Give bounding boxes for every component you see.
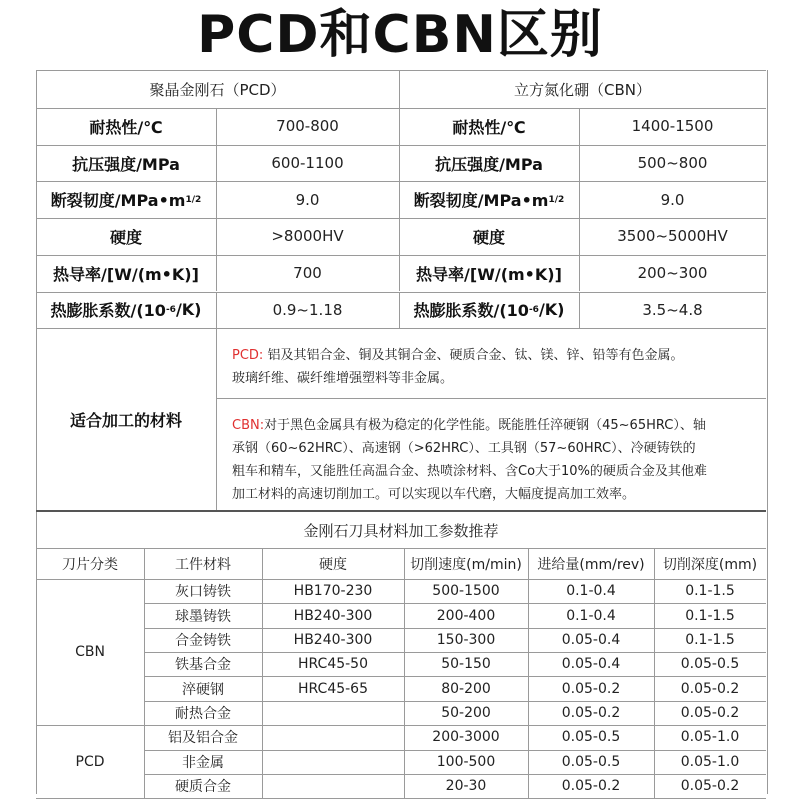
params-cell: 0.1-0.4: [566, 583, 616, 600]
pcd-property-value: 9.0: [295, 190, 320, 209]
pcd-column-header: 聚晶金刚石（PCD）: [149, 80, 286, 99]
params-cell: HRC45-50: [297, 656, 368, 673]
params-cell: 150-300: [436, 631, 496, 648]
params-cell: 0.1-1.5: [685, 607, 735, 624]
params-cell: 0.1-0.4: [566, 607, 616, 624]
params-cell: 淬硬钢: [182, 681, 224, 698]
pcd-property-label: 硬度: [109, 227, 142, 247]
params-header-cell: 切削速度(m/min): [410, 556, 522, 573]
params-cell: 200-3000: [432, 729, 500, 746]
cbn-materials-description: CBN:对于黑色金属具有极为稳定的化学性能。既能胜任淬硬钢（45~65HRC）、轴 承钢（60~62HRC）、高速钢（>62HRC）、工具钢（57~60HRC）、冷硬铸铁的 粗车和精车，又能胜任高温合金、热喷涂材料、含Co大于10%的硬质合金及其他难 加工材料的高速切削加工。可以实现以车代磨，大幅度提高加工效率。: [232, 418, 707, 502]
materials-label: 适合加工的材料: [69, 410, 182, 430]
cbn-property-label: 耐热性/℃: [452, 117, 526, 137]
pcd-property-label: 抗压强度/MPa: [72, 154, 180, 174]
params-cell: 500-1500: [432, 583, 500, 600]
divider: [144, 548, 145, 798]
params-cell: HB240-300: [293, 607, 373, 624]
cbn-property-value: 1400-1500: [631, 117, 714, 136]
params-cell: 0.05-0.2: [561, 704, 621, 721]
params-cell: [262, 701, 404, 725]
params-cell: 0.1-1.5: [685, 583, 735, 600]
params-cell: HB170-230: [293, 583, 373, 600]
params-header-cell: 硬度: [319, 556, 347, 573]
cbn-property-value: 9.0: [660, 190, 685, 209]
params-cell: HRC45-65: [297, 680, 368, 697]
cbn-property-value: 200~300: [637, 264, 708, 283]
params-cell: 0.05-0.2: [561, 777, 621, 794]
cbn-property-label: 硬度: [472, 227, 505, 247]
blade-category-cell: CBN: [75, 644, 105, 661]
pcd-property-value: 700-800: [276, 117, 339, 136]
params-cell: [262, 749, 404, 773]
params-cell: 0.05-0.2: [680, 704, 740, 721]
cbn-property-label: 热导率/[W/(m•K)]: [416, 264, 562, 284]
divider: [216, 328, 217, 510]
params-table-title: 金刚石刀具材料加工参数推荐: [303, 521, 499, 540]
params-cell: 0.05-0.5: [561, 753, 621, 770]
params-cell: HB240-300: [293, 631, 373, 648]
params-header-cell: 进给量(mm/rev): [537, 556, 645, 573]
params-cell: 硬质合金: [175, 778, 231, 795]
params-cell: [262, 725, 404, 749]
params-header-cell: 刀片分类: [62, 556, 118, 573]
params-header-cell: 切削深度(mm): [662, 556, 758, 573]
params-header-cell: 工件材料: [175, 556, 231, 573]
pcd-property-value: 600-1100: [271, 154, 344, 173]
params-cell: 200-400: [436, 607, 496, 624]
cbn-property-value: 3500~5000HV: [617, 227, 728, 246]
pcd-property-label: 耐热性/℃: [89, 117, 163, 137]
params-cell: 球墨铸铁: [175, 608, 231, 625]
params-cell: 灰口铸铁: [175, 584, 231, 601]
divider: [404, 548, 405, 798]
cbn-property-value: 3.5~4.8: [642, 300, 703, 319]
cbn-property-value: 500~800: [637, 154, 708, 173]
params-cell: 80-200: [441, 680, 491, 697]
cbn-property-label: 断裂韧度/MPa•m 1/2: [413, 191, 565, 211]
params-cell: 铁基合金: [175, 657, 231, 674]
params-cell: 0.05-0.2: [680, 680, 740, 697]
params-cell: 0.05-0.2: [680, 777, 740, 794]
params-cell: 0.05-0.5: [680, 656, 740, 673]
params-cell: 0.05-1.0: [680, 753, 740, 770]
params-cell: 0.1-1.5: [685, 631, 735, 648]
pcd-property-label: 热膨胀系数/(10 -6 /K): [50, 300, 202, 321]
params-cell: 0.05-0.2: [561, 680, 621, 697]
pcd-property-value: 0.9~1.18: [272, 300, 343, 319]
params-cell: 0.05-1.0: [680, 729, 740, 746]
params-cell: 0.05-0.4: [561, 656, 621, 673]
divider: [216, 398, 766, 399]
divider: [654, 548, 655, 798]
divider: [36, 798, 766, 799]
params-cell: 合金铸铁: [175, 632, 231, 649]
cbn-property-label: 热膨胀系数/(10 -6 /K): [413, 300, 565, 321]
pcd-property-label: 断裂韧度/MPa•m 1/2: [50, 191, 202, 211]
params-cell: 100-500: [436, 753, 496, 770]
cbn-property-label: 抗压强度/MPa: [435, 154, 543, 174]
cbn-prefix: CBN:: [232, 418, 265, 433]
page-title: PCD和CBN区别: [197, 5, 603, 65]
pcd-property-value: 700: [293, 264, 322, 283]
pcd-property-label: 热导率/[W/(m•K)]: [53, 264, 199, 284]
blade-category-cell: PCD: [75, 753, 105, 770]
pcd-materials-description: PCD: 铝及其铝合金、铜及其铜合金、硬质合金、钛、镁、锌、铅等有色金属。 玻璃纤维、碳纤维增强塑料等非金属。: [232, 348, 684, 386]
params-cell: 耐热合金: [175, 705, 231, 722]
params-cell: [262, 774, 404, 798]
divider: [528, 548, 529, 798]
params-cell: 非金属: [182, 754, 224, 771]
params-cell: 50-200: [441, 704, 491, 721]
params-cell: 0.05-0.4: [561, 631, 621, 648]
pcd-property-value: >8000HV: [271, 227, 344, 246]
divider: [262, 548, 263, 798]
params-cell: 50-150: [441, 656, 491, 673]
params-cell: 铝及铝合金: [168, 730, 238, 747]
params-cell: 0.05-0.5: [561, 729, 621, 746]
pcd-prefix: PCD:: [232, 348, 264, 363]
cbn-column-header: 立方氮化硼（CBN）: [514, 80, 651, 99]
params-cell: 20-30: [445, 777, 487, 794]
